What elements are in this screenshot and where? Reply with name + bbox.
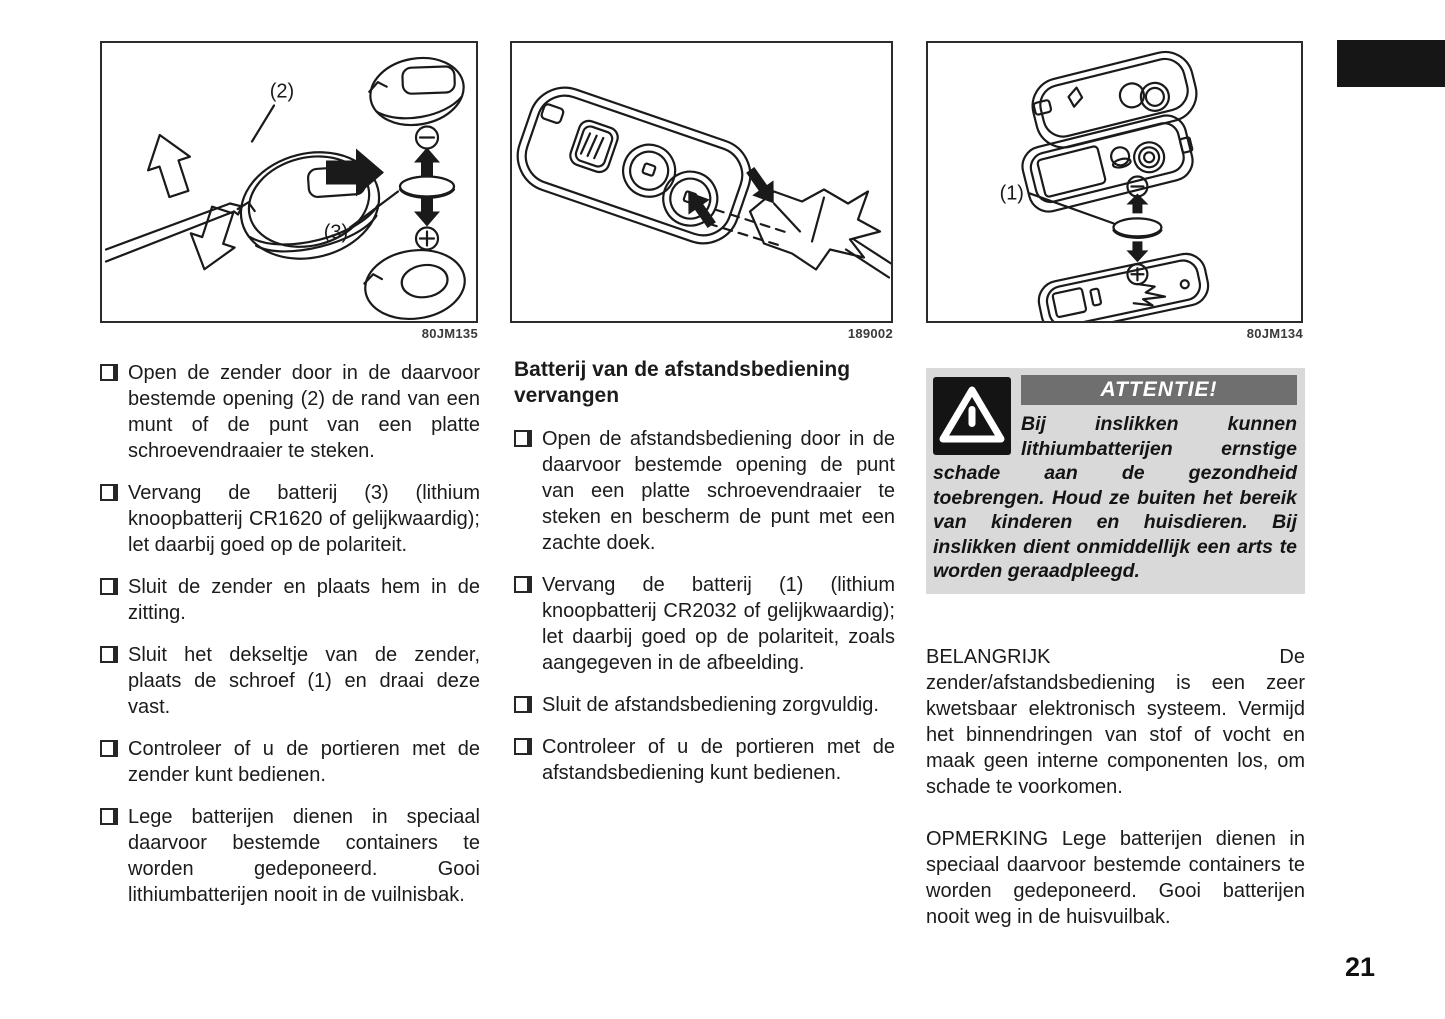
list-item [100, 574, 480, 626]
figure-caption: 80JM134 [1246, 326, 1303, 341]
column-right [926, 368, 1305, 956]
checkbox-bullet-icon [514, 738, 532, 755]
arrow-up-icon [1126, 193, 1148, 213]
down-arrow-outline-icon [182, 203, 245, 276]
arrow-down-icon [1126, 241, 1148, 262]
callout-3-label: (3) [323, 221, 349, 244]
minus-icon [416, 127, 438, 149]
list-item-text: Open de zender door in de daarvoor bestemde opening (2) de rand van een munt of de punt van een platte schroevendraaier te steken. [128, 362, 480, 462]
list-item [100, 642, 480, 720]
list-item-text: Open de afstandsbediening door in de daarvoor bestemde opening de punt van een platte schroevendraaier te steken en bescherm de punt met een zachte doek. [542, 428, 895, 554]
figure-caption: 189002 [847, 326, 893, 341]
exploded-key-illustration [928, 43, 1301, 321]
list-item [514, 692, 895, 718]
key-fob-open-illustration [102, 43, 476, 321]
checkbox-bullet-icon [100, 808, 118, 825]
up-arrow-outline-icon [139, 128, 200, 201]
figure-box-remote-control [510, 41, 893, 323]
checkbox-bullet-icon [100, 364, 118, 381]
minus-icon [1127, 177, 1147, 197]
important-note: BELANGRIJK De zender/afstandsbediening is een zeer kwetsbaar elektronisch systeem. Vermijd het binnendringen van stof of vocht en maak geen interne componenten los, om schade te voorkomen. [926, 645, 1305, 798]
cover-top [365, 51, 469, 132]
list-item [100, 480, 480, 558]
callout-2-leader [252, 106, 274, 142]
shell-bottom [1035, 250, 1212, 321]
list-item-text: Vervang de batterij (1) (lithium knoopbatterij CR2032 of gelijkwaardig); let daarbij goed op de polariteit, zoals aangegeven in de afbeelding. [542, 574, 895, 674]
list-item-text: Sluit het dekseltje van de zender, plaats de schroef (1) en draai deze vast. [128, 644, 480, 718]
lock-button [616, 138, 682, 204]
chapter-index-tab [1337, 40, 1445, 87]
checkbox-bullet-icon [514, 430, 532, 447]
list-item-text: Sluit de afstandsbediening zorgvuldig. [542, 694, 879, 716]
list-item [514, 734, 895, 786]
remote-body [512, 78, 760, 253]
checkbox-bullet-icon [100, 740, 118, 757]
insert-arrow-icon [740, 162, 785, 210]
battery-illustration [1114, 218, 1162, 237]
checkbox-bullet-icon [100, 484, 118, 501]
list-item [100, 736, 480, 788]
remote-control-illustration [512, 43, 891, 321]
arrow-up-icon [414, 148, 440, 176]
figure-box-exploded-remote [926, 41, 1303, 323]
warning-title-bar: ATTENTIE! [1021, 375, 1297, 405]
list-item [514, 426, 895, 556]
section-heading: Batterij van de afstandsbediening vervangen [514, 358, 851, 407]
column-left [100, 360, 480, 924]
list-item [100, 804, 480, 908]
warning-body-text: Bij inslikken kunnen lithiumbatterijen ernstige schade aan de gezondheid toebrengen. Houd ze buiten het bereik van kinderen en huisdieren. Bij inslikken dient onmiddellijk een arts te worden geraadpleegd. [933, 413, 1297, 582]
brand-button [568, 118, 621, 175]
right-arrow-icon [326, 149, 384, 197]
list-item [514, 572, 895, 676]
list-item-text: Vervang de batterij (3) (lithium knoopbatterij CR1620 of gelijkwaardig); let daarbij goed op de polariteit. [128, 482, 480, 556]
figure-box-key-transmitter [100, 41, 478, 323]
callout-3-leader [350, 192, 398, 228]
list-item-text: Sluit de zender en plaats hem in de zitting. [128, 576, 480, 624]
figure-caption: 80JM135 [421, 326, 478, 341]
checkbox-bullet-icon [514, 576, 532, 593]
list-item-text: Controleer of u de portieren met de afstandsbediening kunt bedienen. [542, 736, 895, 784]
screwdriver-illustration [846, 240, 891, 278]
callout-2-label: (2) [269, 80, 295, 103]
column-middle [514, 357, 895, 802]
checkbox-bullet-icon [514, 696, 532, 713]
list-item [100, 360, 480, 464]
warning-box [926, 368, 1305, 594]
arrow-down-icon [414, 199, 440, 227]
screwdriver-illustration [106, 204, 242, 262]
plus-icon [416, 228, 438, 250]
page-number: 21 [1345, 952, 1376, 982]
remark-note: OPMERKING Lege batterijen dienen in speciaal daarvoor bestemde containers te worden gedeponeerd. Gooi batterijen nooit weg in de huisvuilbak. [926, 827, 1305, 928]
warning-triangle-icon [933, 377, 1011, 455]
battery-illustration [400, 177, 454, 198]
callout-1-label: (1) [999, 182, 1024, 205]
checkbox-bullet-icon [100, 578, 118, 595]
checkbox-bullet-icon [100, 646, 118, 663]
cover-bottom [361, 244, 469, 321]
list-item-text: Lege batterijen dienen in speciaal daarvoor bestemde containers te worden gedeponeerd. Gooi lithiumbatterijen nooit in de vuilnisbak. [128, 806, 480, 906]
list-item-text: Controleer of u de portieren met de zender kunt bedienen. [128, 738, 480, 786]
shell-top [1027, 46, 1203, 153]
